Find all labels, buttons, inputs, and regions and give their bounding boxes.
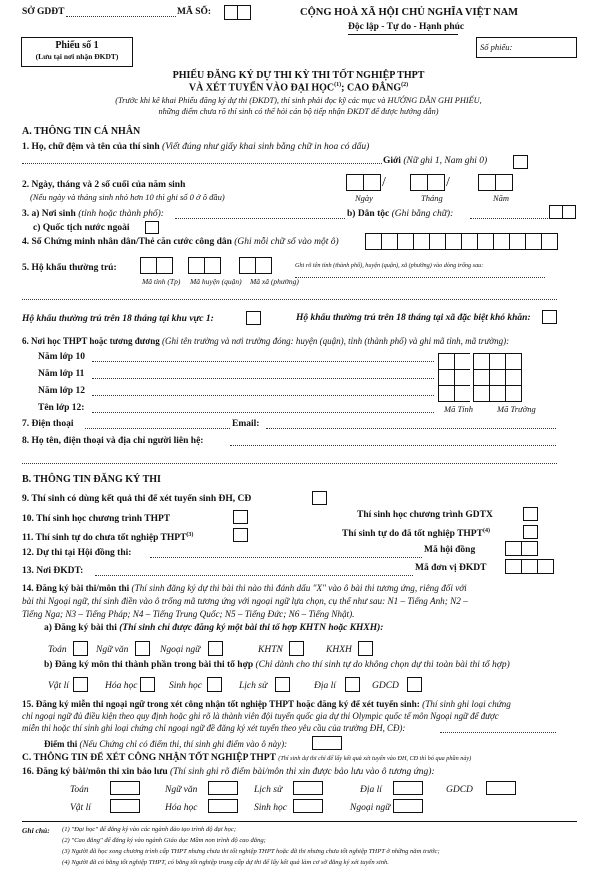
q4-label: 4. Số Chứng minh nhân dân/Thẻ căn cước công dân (Ghi mỗi chữ số vào một ô) [22, 237, 339, 247]
section-c-heading: C. THÔNG TIN ĐỂ XÉT CÔNG NHẬN TỐT NGHIỆP THPT (Thí sinh dự thi chỉ để lấy kết quả xét tuyển vào ĐH, CĐ thì bỏ qua phần này) [22, 753, 472, 763]
q3b-label: b) Dân tộc (Ghi bằng chữ): [347, 209, 454, 219]
q15-line3: miễn thi hoặc thí sinh ghi loại chứng chỉ ngoại ngữ đề đăng ký xét tuyển theo yêu cầu của trường ĐH, CĐ): [22, 723, 406, 733]
keep-toan-label: Toán [70, 785, 89, 795]
grade11-label: Năm lớp 11 [38, 369, 85, 379]
keep-dia-li-box[interactable] [393, 781, 422, 795]
keep-toan-box[interactable] [110, 781, 139, 795]
keep-gdcd-box[interactable] [486, 781, 515, 795]
phieu-note: (Lưu tại nơi nhận ĐKDT) [35, 52, 119, 61]
khtn-box[interactable] [289, 641, 303, 656]
ethnicity-boxes[interactable] [549, 205, 575, 219]
email-field[interactable] [266, 428, 556, 429]
diem-thi-label: Điểm thi (Nếu Chứng chỉ có điểm thi, thí sinh ghi điểm vào ô này): [44, 739, 288, 749]
ngoai-ngu-box[interactable] [208, 641, 222, 656]
q8-label: 8. Họ tên, điện thoại và địa chỉ người liên hệ: [22, 436, 204, 446]
q1-row: 1. Họ, chữ đệm và tên của thí sinh (Viết đúng như giấy khai sinh bằng chữ in hoa có dấu) [22, 142, 370, 152]
q6-label: 6. Nơi học THPT hoặc tương đương (Ghi tên trường và nơi trường đóng: huyện (quận), tỉnh (thành phố) và ghi mã tỉnh, mã trường): [22, 336, 510, 346]
keep-vat-li-box[interactable] [110, 799, 139, 813]
so-gddt-field[interactable] [66, 16, 176, 17]
keep-vat-li-label: Vật lí [70, 803, 91, 813]
form-title-line2: VÀ XÉT TUYỂN VÀO ĐẠI HỌC$^{(1)}$; CAO ĐẲNG$^{(2)}$ [188, 82, 409, 94]
district-code-boxes[interactable] [188, 257, 220, 274]
birth-year-boxes[interactable] [478, 174, 512, 191]
so-phieu-box[interactable] [476, 37, 577, 58]
keep-sinh-hoc-label: Sinh học [254, 803, 287, 813]
so-gddt-label: SỞ GDĐT [22, 7, 65, 17]
motto-underline [348, 34, 458, 35]
birthplace-field[interactable] [175, 218, 345, 219]
phieu-so-box [21, 37, 133, 67]
diem-thi-box[interactable] [312, 736, 341, 750]
dbkk-box[interactable] [542, 310, 556, 324]
gender-box[interactable] [513, 155, 527, 169]
gdcd-box[interactable] [407, 677, 421, 692]
lich-su-box[interactable] [275, 677, 289, 692]
ethnicity-field[interactable] [470, 218, 548, 219]
grade10-label: Năm lớp 10 [38, 352, 85, 362]
toan-label: Toán [48, 645, 67, 655]
q11b-label: Thí sinh tự do đã tốt nghiệp THPT$^{(4)}$ [342, 528, 490, 540]
date-sep-2: / [446, 175, 450, 190]
grade11-field[interactable] [92, 378, 434, 379]
section-a-heading: A. THÔNG TIN CÁ NHÂN [22, 126, 141, 137]
ma-so-boxes[interactable] [224, 5, 250, 20]
kv1-label: Hộ khẩu thường trú trên 18 tháng tại khu vực 1: [22, 314, 214, 324]
ngu-van-box[interactable] [135, 641, 149, 656]
q13-label: 13. Nơi ĐKDT: [22, 566, 84, 576]
q15-line2: chỉ ngoại ngữ đủ điều kiện theo quy định hoặc ghi rõ là thành viên đội tuyển quốc gia dự thi Olympic quốc tế môn Ngoại ngữ để được [22, 711, 499, 721]
motto: Độc lập - Tự do - Hạnh phúc [348, 22, 465, 32]
unit-code-boxes[interactable] [505, 559, 553, 574]
keep-hoa-hoc-box[interactable] [208, 799, 237, 813]
q10b-box[interactable] [523, 507, 537, 521]
keep-ngoai-ngu-box[interactable] [393, 799, 422, 813]
keep-sinh-hoc-box[interactable] [293, 799, 322, 813]
keep-ngu-van-label: Ngữ văn [165, 785, 198, 795]
keep-ngu-van-box[interactable] [208, 781, 237, 795]
so-phieu-label: Số phiếu: [480, 42, 513, 52]
form-title-line1: PHIẾU ĐĂNG KÝ DỰ THI KỲ THI TỐT NGHIỆP THPT [172, 70, 425, 81]
q14-line2: bài thi Ngoại ngữ, thí sinh điền vào ô trống mã tương ứng với ngoại ngữ lựa chọn, cụ thể như sau: N1 – Tiếng Anh; N2 – [22, 596, 468, 606]
q10b-label: Thí sinh học chương trình GDTX [357, 510, 493, 520]
contact-field[interactable] [230, 445, 556, 446]
dbkk-label: Hộ khẩu thường trú trên 18 tháng tại xã đặc biệt khó khăn: [296, 313, 531, 323]
vat-li-box[interactable] [73, 677, 87, 692]
province-code-caption: Mã tỉnh (Tp) [142, 277, 181, 286]
keep-ngoai-ngu-label: Ngoại ngữ [350, 803, 391, 813]
class12-name-field[interactable] [92, 412, 434, 413]
q16-label: 16. Đăng ký bài/môn thi xin bảo lưu (Thí sinh ghi rõ điểm bài/môn thi xin được bảo lưu vào ô tương ứng): [22, 767, 435, 777]
q10-label: 10. Thí sinh học chương trình THPT [22, 514, 171, 524]
q2-label: 2. Ngày, tháng và 2 số cuối của năm sinh [22, 180, 186, 190]
q5-label: 5. Hộ khẩu thường trú: [22, 263, 117, 273]
id-number-boxes[interactable] [365, 233, 557, 250]
q10-box[interactable] [233, 510, 247, 524]
q9-label: 9. Thí sinh có dùng kết quả thi để xét tuyển sinh ĐH, CĐ [22, 494, 252, 504]
grade12-label: Năm lớp 12 [38, 386, 85, 396]
intro-line2: những điểm chưa rõ thí sinh có thể hỏi cán bộ tiếp nhận ĐKDT để được hướng dẫn) [158, 107, 439, 116]
birth-month-boxes[interactable] [410, 174, 444, 191]
section-b-heading: B. THÔNG TIN ĐĂNG KÝ THI [22, 474, 161, 485]
keep-lich-su-label: Lịch sử [254, 785, 283, 795]
full-name-field[interactable] [22, 163, 382, 164]
hoa-hoc-label: Hóa học [105, 681, 138, 691]
intro-line1: (Trước khi kê khai Phiếu đăng ký dự thi (ĐKDT), thí sinh phải đọc kỹ các mục và HƯỚNG DẪN GHI PHIẾU, [115, 96, 482, 105]
certificate-field[interactable] [440, 732, 556, 733]
grade10-field[interactable] [92, 361, 434, 362]
province-code-col: Mã Tỉnh [444, 404, 474, 414]
year-caption: Năm [493, 193, 510, 203]
month-caption: Tháng [421, 193, 443, 203]
province-code-boxes[interactable] [140, 257, 172, 274]
school-code-col: Mã Trường [497, 404, 536, 414]
lich-su-label: Lịch sử [239, 681, 268, 691]
commune-code-caption: Mã xã (phường) [250, 277, 299, 286]
birth-day-boxes[interactable] [346, 174, 380, 191]
dia-li-box[interactable] [345, 677, 359, 692]
q14b-label: b) Đăng ký môn thi thành phần trong bài thi tổ hợp (Chỉ dành cho thí sinh tự do không chọn dự thi toàn bài thi tổ hợp) [44, 660, 510, 670]
email-label: Email: [232, 419, 260, 429]
school-code-grid[interactable] [438, 353, 521, 402]
gender-label: Giới (Nữ ghi 1, Nam ghi 0) [383, 156, 488, 166]
address-line-2[interactable] [22, 299, 557, 300]
keep-gdcd-label: GDCD [446, 785, 473, 795]
ma-so-label: MÃ SỐ: [177, 7, 212, 17]
notes-divider [22, 821, 577, 822]
q14-line3: Tiếng Nga; N3 – Tiếng Pháp; N4 – Tiếng Trung Quốc; N5 – Tiếng Đức; N6 – Tiếng Nhật). [22, 609, 355, 619]
ngoai-ngu-label: Ngoại ngữ [160, 645, 201, 655]
q2-hint: (Nếu ngày và tháng sinh nhỏ hơn 10 thì ghi số 0 ở ô đầu) [30, 192, 225, 202]
khxh-box[interactable] [358, 641, 372, 656]
keep-hoa-hoc-label: Hóa học [165, 803, 198, 813]
grade12-field[interactable] [92, 395, 434, 396]
registration-place-field[interactable] [95, 575, 413, 576]
commune-code-boxes[interactable] [239, 257, 271, 274]
q15-line1: 15. Đăng ký miễn thi ngoại ngữ trong xét công nhận tốt nghiệp THPT hoặc đăng ký để xét tuyển sinh: (Thí sinh ghi loại chứng [22, 699, 511, 709]
q11b-box[interactable] [523, 525, 537, 539]
khtn-label: KHTN [258, 645, 283, 655]
toan-box[interactable] [73, 641, 87, 656]
note-1: (1) "Đại học" để đăng ký vào các ngành đào tạo trình độ đại học; [62, 826, 237, 833]
khxh-label: KHXH [326, 645, 352, 655]
dia-li-label: Địa lí [314, 681, 336, 691]
sinh-hoc-label: Sinh học [169, 681, 202, 691]
notes-label: Ghi chú: [22, 826, 50, 835]
q14-line1: 14. Đăng ký bài thi/môn thi (Thí sinh đăng ký dự thi bài thi nào thì đánh dấu "X" vào ô bài thi tương ứng, riêng đối với [22, 583, 467, 593]
phone-field[interactable] [85, 428, 230, 429]
q12-label: 12. Dự thi tại Hội đồng thi: [22, 548, 132, 558]
council-code-boxes[interactable] [505, 541, 537, 556]
class12-name-label: Tên lớp 12: [38, 403, 85, 413]
q5-hint: Ghi rõ tên tỉnh (thành phố), huyện (quận), xã (phường) vào dòng trống sau: [295, 262, 484, 269]
keep-lich-su-box[interactable] [293, 781, 322, 795]
q7-label: 7. Điện thoại [22, 419, 74, 429]
contact-field-2[interactable] [22, 463, 557, 464]
kv1-box[interactable] [246, 311, 260, 325]
council-code-label: Mã hội đồng [424, 545, 476, 555]
republic-title: CỘNG HOÀ XÃ HỘI CHỦ NGHĨA VIỆT NAM [300, 7, 519, 18]
q14a-label: a) Đăng ký bài thi (Thí sinh chỉ được đăng ký một bài thi tổ hợp KHTN hoặc KHXH): [44, 623, 384, 633]
q11-box[interactable] [233, 528, 247, 542]
note-2: (2) "Cao đẳng" để đăng ký vào ngành Giáo dục Mầm non trình độ cao đẳng; [62, 837, 266, 844]
foreign-nationality-box[interactable] [145, 221, 158, 234]
keep-dia-li-label: Địa lí [360, 785, 382, 795]
gdcd-label: GDCD [372, 681, 399, 691]
phieu-so-label: Phiếu số 1 [55, 40, 99, 51]
unit-code-label: Mã đơn vị ĐKDT [415, 563, 487, 573]
q11-label: 11. Thí sinh tự do chưa tốt nghiệp THPT$^{(3)}$ [22, 532, 194, 544]
date-sep-1: / [382, 175, 386, 190]
district-code-caption: Mã huyện (quận) [190, 277, 242, 286]
vat-li-label: Vật lí [48, 681, 69, 691]
q3a-label: 3. a) Nơi sinh (tỉnh hoặc thành phố): [22, 209, 164, 219]
hoa-hoc-box[interactable] [140, 677, 154, 692]
ngu-van-label: Ngữ văn [96, 645, 129, 655]
note-3: (3) Người đã học xong chương trình cấp THPT nhưng chưa thi tốt nghiệp THPT hoặc đã thi nhưng chưa tốt nghiệp THPT ở những năm trước; [62, 848, 440, 855]
q9-box[interactable] [312, 491, 326, 505]
sinh-hoc-box[interactable] [207, 677, 221, 692]
address-line-1[interactable] [295, 277, 545, 278]
day-caption: Ngày [355, 193, 373, 203]
note-4: (4) Người đã có bằng tốt nghiệp THPT, có bằng tốt nghiệp trung cấp dự thi để lấy kết quả làm cơ sở đăng ký xét tuyển sinh. [62, 859, 389, 866]
exam-council-field[interactable] [150, 557, 422, 558]
q3c-label: c) Quốc tịch nước ngoài [33, 223, 130, 233]
